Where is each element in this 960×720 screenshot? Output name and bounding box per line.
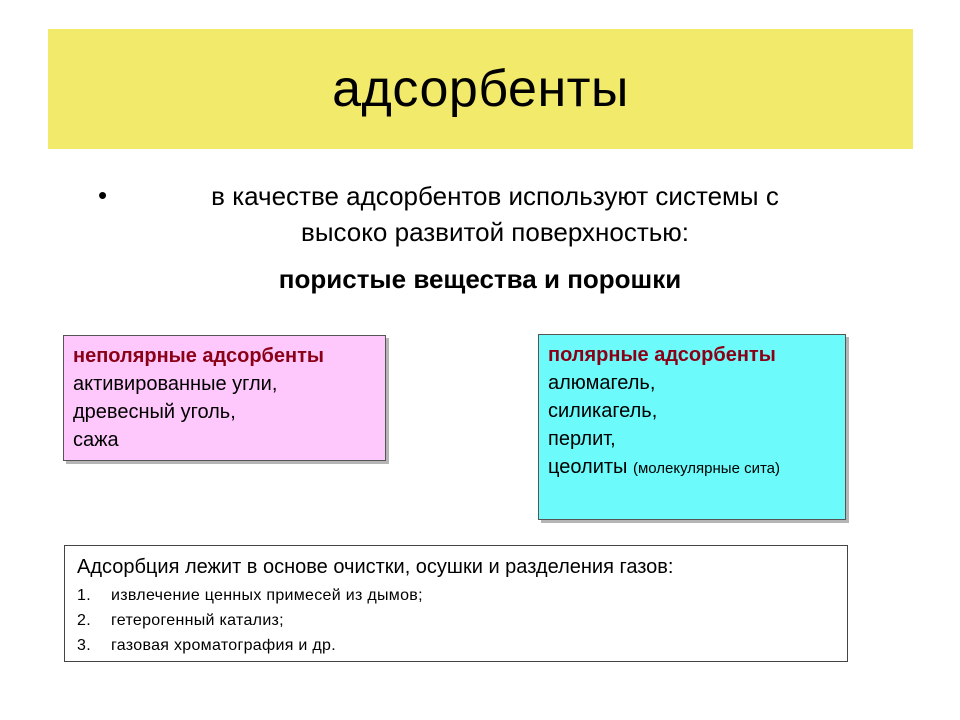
- summary-list: [77, 583, 835, 658]
- nonpolar-item: древесный уголь,: [73, 401, 236, 423]
- nonpolar-heading: неполярные адсорбенты: [73, 345, 324, 367]
- list-number: 2.: [77, 612, 91, 629]
- polar-item: силикагель,: [548, 400, 658, 422]
- bullet-line-2: высоко развитой поверхностью:: [301, 217, 689, 247]
- list-text: извлечение ценных примесей из дымов;: [111, 587, 423, 604]
- list-text: газовая хроматография и др.: [111, 637, 336, 654]
- polar-item-zeolites: [548, 453, 836, 483]
- list-number: 3.: [77, 637, 91, 654]
- summary-heading: Адсорбция лежит в основе очистки, осушки и разделения газов:: [77, 556, 674, 578]
- polar-item: перлит,: [548, 428, 616, 450]
- polar-heading: полярные адсорбенты: [548, 344, 776, 366]
- list-item: [77, 633, 835, 658]
- subheading: пористые вещества и порошки: [278, 264, 682, 294]
- list-item: [77, 608, 835, 633]
- slide-title: адсорбенты: [332, 60, 629, 118]
- summary-box: [64, 545, 848, 662]
- bullet-line-1: в качестве адсорбентов используют системы с: [211, 181, 779, 211]
- list-text: гетерогенный катализ;: [111, 612, 284, 629]
- bullet-marker: •: [98, 180, 108, 210]
- molecular-sieves-note: (молекулярные сита): [632, 460, 781, 477]
- nonpolar-item: активированные угли,: [73, 373, 278, 395]
- list-item: [77, 583, 835, 608]
- title-band: [48, 29, 913, 149]
- bullet-text: [140, 178, 850, 250]
- polar-adsorbents-box: [538, 334, 846, 520]
- nonpolar-adsorbents-box: [63, 335, 386, 461]
- polar-item: цеолиты: [548, 456, 628, 478]
- list-number: 1.: [77, 587, 91, 604]
- nonpolar-item: сажа: [73, 429, 119, 451]
- polar-item: алюмагель,: [548, 372, 656, 394]
